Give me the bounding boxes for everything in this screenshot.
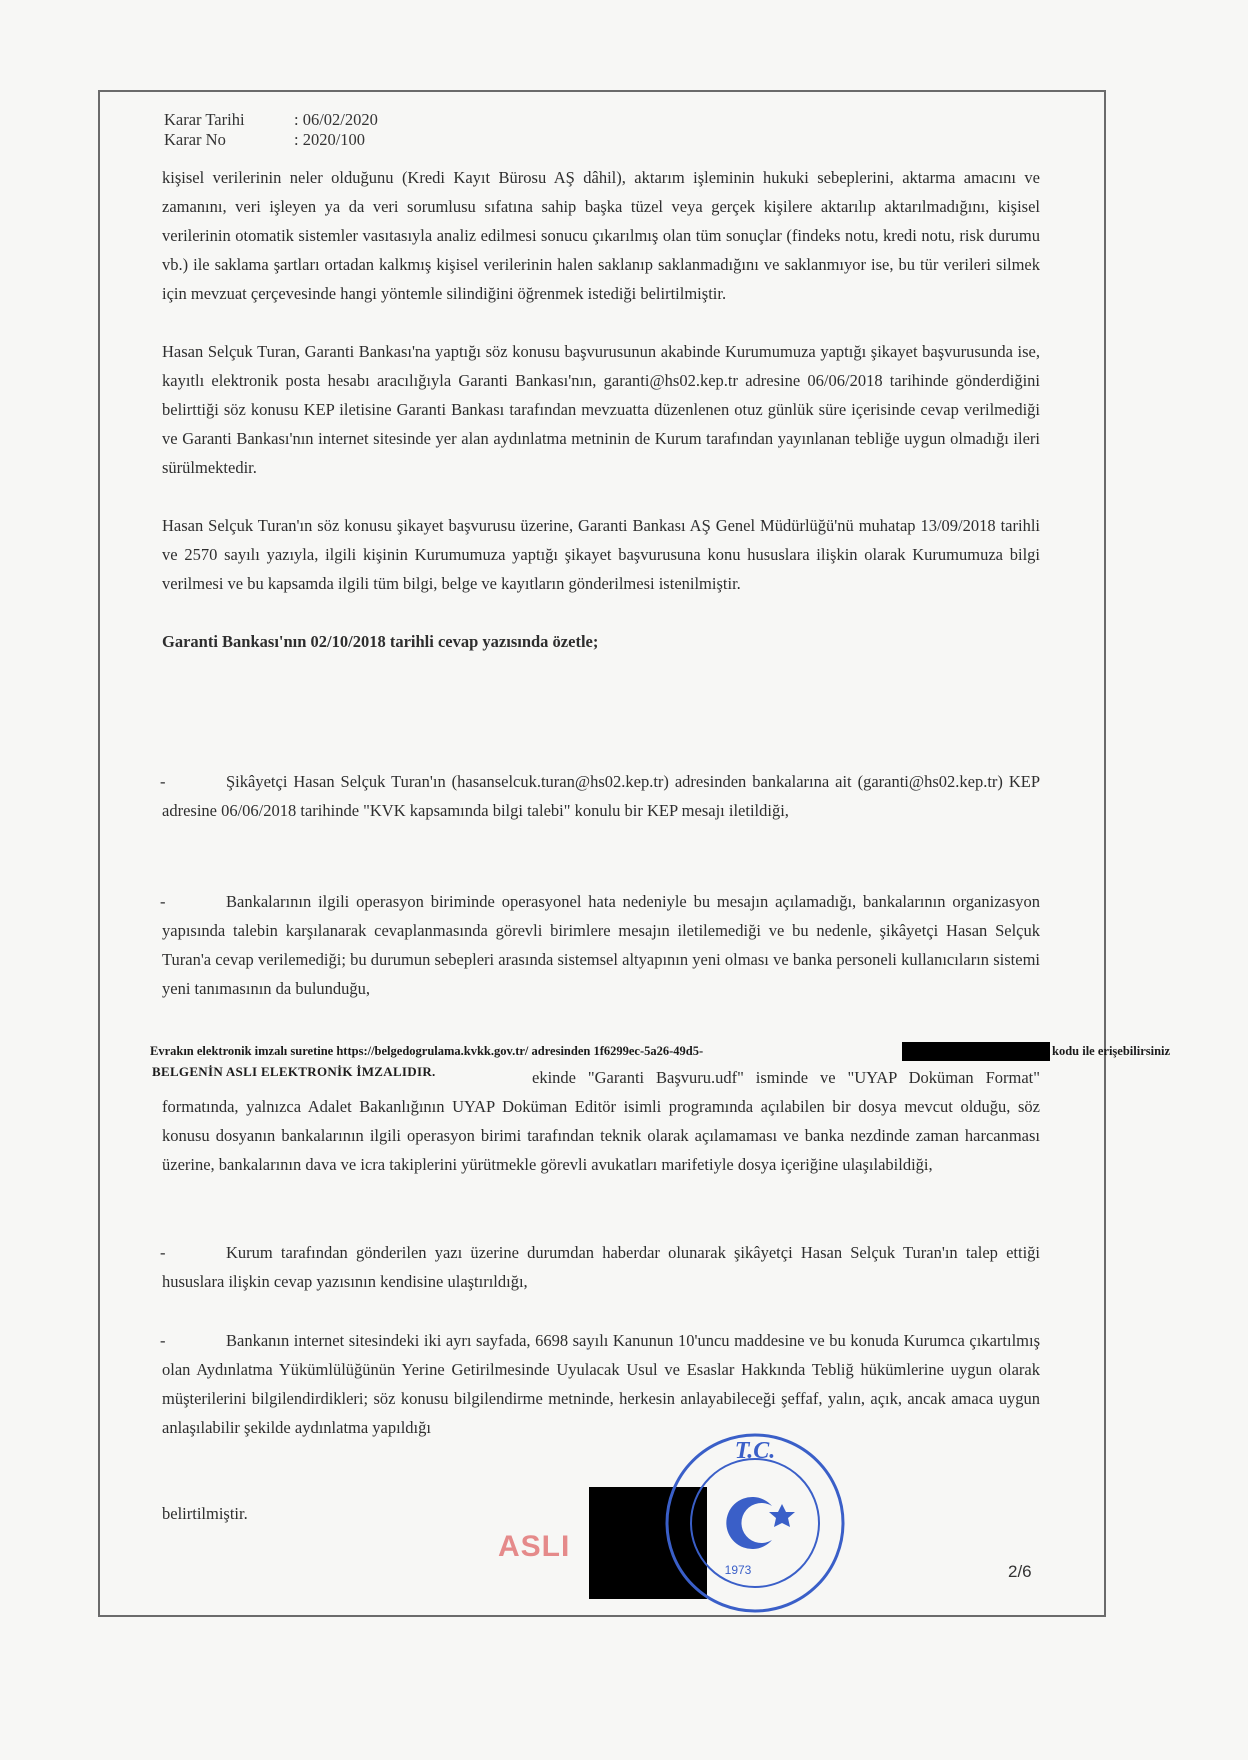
seal-top-text: T.C. <box>734 1438 776 1464</box>
esign-verification-line: Evrakın elektronik imzalı suretine https://belgedogrulama.kvkk.gov.tr/ adresinden 1f6299ec-5a26-49d5- <box>150 1044 704 1058</box>
paragraph-1: kişisel verilerinin neler olduğunu (Kredi Kayıt Bürosu AŞ dâhil), aktarım işleminin hukuki sebeplerini, aktarma amacını ve zamanını, veri işleyen ya da veri sorumlusu sıfatına sahip başka tüzel veya gerçek kişilere aktarılıp aktarılmadığını, kişisel verilerinin otomatik sistemler vasıtasıyla analiz edilmesi sonucu çıkarılmış olan tüm sonuçlar (findeks notu, kredi notu, risk durumu vb.) ile saklama şartları ortadan kalkmış kişisel verilerinin halen saklanıp saklanmadığını ve saklanmıyor ise, bu tür verileri silmek için mevzuat çerçevesinde hangi yöntemle silindiğini öğrenmek istediği belirtilmiştir. <box>162 168 1040 303</box>
asli-stamp: ASLI <box>498 1530 571 1563</box>
bullet-5 <box>162 1326 1040 1442</box>
bullet-dash: - <box>160 1243 166 1262</box>
esign-tail: kodu ile erişebilirsiniz <box>1052 1044 1171 1058</box>
summary-heading: Garanti Bankası'nın 02/10/2018 tarihli cevap yazısında özetle; <box>162 632 599 651</box>
star-icon <box>769 1504 795 1527</box>
crescent-icon <box>726 1497 772 1549</box>
bullet-dash: - <box>160 772 166 791</box>
bullet-1 <box>162 767 1040 825</box>
seal-year: 1973 <box>724 1563 752 1577</box>
bullet-2 <box>162 887 1040 1003</box>
bullet-5-text: Bankanın internet sitesindeki iki ayrı sayfada, 6698 sayılı Kanunun 10'uncu maddesine ve bu konuda Kurumca çıkartılmış olan Aydınlatma Yükümlülüğünün Yerine Getirilmesinde Uyulacak Usul ve Esaslar Hakkında Tebliğ hükümlerine uygun olarak müşterilerini bilgilendirdikleri; söz konusu bilgilendirme metninde, herkesin anlayabileceği şeffaf, yalın, açık, ancak amaca uygun anlaşılabilir şekilde aydınlatma yapıldığı <box>162 1331 1040 1437</box>
paragraph-3: Hasan Selçuk Turan'ın söz konusu şikayet başvurusu üzerine, Garanti Bankası AŞ Genel Müdürlüğü'nü muhatap 13/09/2018 tarihli ve 2570 sayılı yazıyla, ilgili kişinin Kurumumuza yaptığı şikayet başvurusuna konu hususlara ilişkin olarak Kurumumuza bilgi verilmesi ve bu kapsamda ilgili tüm bilgi, belge ve kayıtların gönderilmesi istenilmiştir. <box>162 516 1040 593</box>
page-number: 2/6 <box>1008 1562 1032 1581</box>
closing-text: belirtilmiştir. <box>162 1504 248 1523</box>
bullet-4-text: Kurum tarafından gönderilen yazı üzerine durumdan haberdar olunarak şikâyetçi Hasan Selçuk Turan'ın talep ettiği hususlara ilişkin cevap yazısının kendisine ulaştırıldığı, <box>162 1243 1040 1291</box>
official-seal <box>660 1428 850 1618</box>
decision-header <box>164 110 378 150</box>
document-body <box>162 163 1040 656</box>
decision-no-value: : 2020/100 <box>294 130 366 149</box>
decision-date-label: Karar Tarihi <box>164 110 245 129</box>
bullet-1-text: Şikâyetçi Hasan Selçuk Turan'ın (hasanselcuk.turan@hs02.kep.tr) adresinden bankalarına ait (garanti@hs02.kep.tr) KEP adresine 06/06/2018 tarihinde "KVK kapsamında bilgi talebi" konulu bir KEP mesajı iletildiği, <box>162 772 1040 820</box>
seal-inner-ring <box>691 1459 819 1587</box>
decision-date-value: : 06/02/2020 <box>294 110 378 129</box>
paragraph-2: Hasan Selçuk Turan, Garanti Bankası'na yaptığı söz konusu başvurusunun akabinde Kurumumuza yaptığı şikayet başvurusunda ise, kayıtlı elektronik posta hesabı aracılığıyla Garanti Bankası'nın, garanti@hs02.kep.tr adresine 06/06/2018 tarihinde gönderdiğini belirttiği söz konusu KEP iletisine Garanti Bankası tarafından mevzuatta düzenlenen otuz günlük süre içerisinde cevap verilmediği ve Garanti Bankası'nın internet sitesinde yer alan aydınlatma metninin de Kurum tarafından yayınlanan tebliğe uygun olmadığı ileri sürülmektedir. <box>162 342 1040 477</box>
original-signed-notice: BELGENİN ASLI ELEKTRONİK İMZALIDIR. <box>152 1064 436 1079</box>
bullet-3-text: ekinde "Garanti Başvuru.udf" isminde ve "UYAP Doküman Format" formatında, yalnızca Adalet Bakanlığının UYAP Doküman Editör isimli programında açılabilen bir dosya mevcut olduğu, söz konusu dosyanın bankalarının ilgili operasyon birimi tarafından teknik olarak açılamaması ve banka nezdinde zaman harcanması üzerine, bankalarının dava ve icra takiplerini yürütmekle görevli avukatları marifetiyle dosya içeriğine ulaşılabildiği, <box>162 1068 1040 1174</box>
bullet-2-text: Bankalarının ilgili operasyon biriminde operasyonel hata nedeniyle bu mesajın açılamadığı, bankalarının organizasyon yapısında talebin karşılanarak cevaplanmasında görevli birimlere mesajın iletilemediği ve bu nedenle, şikâyetçi Hasan Selçuk Turan'a cevap verilemediği; bu durumun sebepleri arasında sistemsel altyapının yeni olması ve banka personeli kullanıcıların sistemi yeni tanımasının da bulunduğu, <box>162 892 1040 998</box>
bullet-4 <box>162 1238 1040 1296</box>
bullet-3 <box>162 1063 1040 1179</box>
bullet-dash: - <box>160 892 166 911</box>
decision-no-label: Karar No <box>164 130 226 149</box>
bullet-dash: - <box>160 1331 166 1350</box>
redaction-box <box>902 1042 1050 1061</box>
